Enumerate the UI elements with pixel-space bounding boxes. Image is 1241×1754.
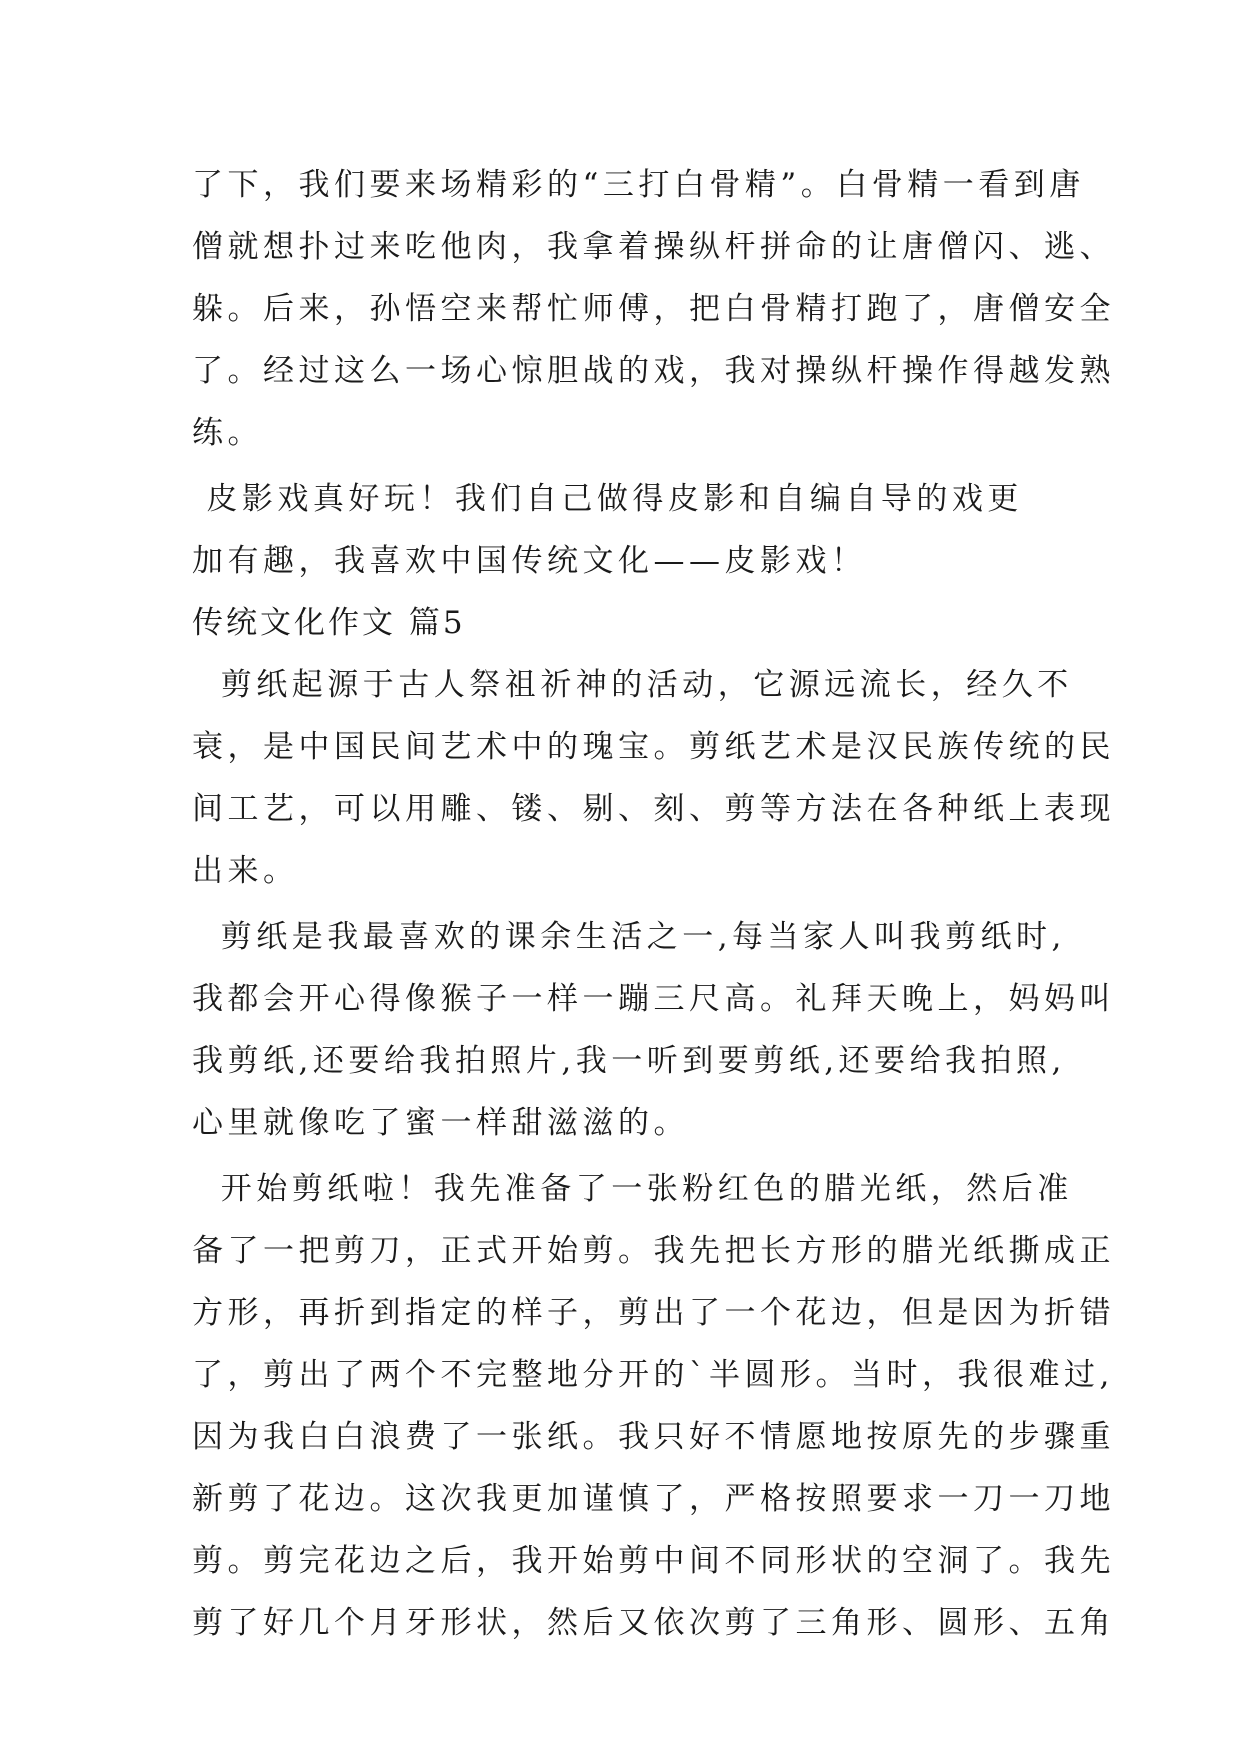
text-line: 我都会开心得像猴子一样一蹦三尺高。礼拜天晚上，妈妈叫: [192, 981, 1115, 1017]
text-line: 躲。后来，孙悟空来帮忙师傅，把白骨精打跑了，唐僧安全: [192, 291, 1115, 327]
text-line: 加有趣，我喜欢中国传统文化——皮影戏！: [192, 543, 867, 579]
text-line: 开始剪纸啦！我先准备了一张粉红色的腊光纸，然后准: [192, 1171, 1073, 1207]
text-line: 了下，我们要来场精彩的“三打白骨精”。白骨精一看到唐: [192, 167, 1085, 203]
text-line: 方形，再折到指定的样子，剪出了一个花边，但是因为折错: [192, 1295, 1115, 1331]
text-line: 剪。剪完花边之后，我开始剪中间不同形状的空洞了。我先: [192, 1543, 1115, 1579]
text-line: 剪纸是我最喜欢的课余生活之一,每当家人叫我剪纸时,: [192, 919, 1066, 955]
text-line: 了。经过这么一场心惊胆战的戏，我对操纵杆操作得越发熟: [192, 353, 1115, 389]
text-line: 因为我白白浪费了一张纸。我只好不情愿地按原先的步骤重: [192, 1419, 1115, 1455]
text-line: 间工艺，可以用雕、镂、剔、刻、剪等方法在各种纸上表现: [192, 791, 1115, 827]
text-line: 心里就像吃了蜜一样甜滋滋的。: [192, 1105, 689, 1141]
text-line: 皮影戏真好玩！我们自己做得皮影和自编自导的戏更: [192, 481, 1023, 517]
text-line: 我剪纸,还要给我拍照片,我一听到要剪纸,还要给我拍照,: [192, 1043, 1066, 1079]
text-line: 备了一把剪刀，正式开始剪。我先把长方形的腊光纸撕成正: [192, 1233, 1115, 1269]
text-line: 剪了好几个月牙形状，然后又依次剪了三角形、圆形、五角: [192, 1605, 1115, 1641]
text-line: 衰，是中国民间艺术中的瑰宝。剪纸艺术是汉民族传统的民: [192, 729, 1115, 765]
text-line: 剪纸起源于古人祭祖祈神的活动，它源远流长，经久不: [192, 667, 1073, 703]
text-line: 出来。: [192, 853, 299, 889]
text-line: 了，剪出了两个不完整地分开的`半圆形。当时，我很难过,: [192, 1357, 1114, 1393]
text-line: 新剪了花边。这次我更加谨慎了，严格按照要求一刀一刀地: [192, 1481, 1115, 1517]
text-line: 僧就想扑过来吃他肉，我拿着操纵杆拼命的让唐僧闪、逃、: [192, 229, 1115, 265]
section-heading: 传统文化作文 篇5: [192, 605, 466, 641]
paragraph: [192, 1158, 1115, 1654]
paragraph: [192, 654, 1115, 902]
paragraph: [192, 154, 1115, 464]
paragraph: [192, 468, 1072, 592]
document-page: [192, 154, 1115, 1654]
paragraph: [192, 906, 1115, 1154]
text-line: 练。: [192, 415, 263, 451]
